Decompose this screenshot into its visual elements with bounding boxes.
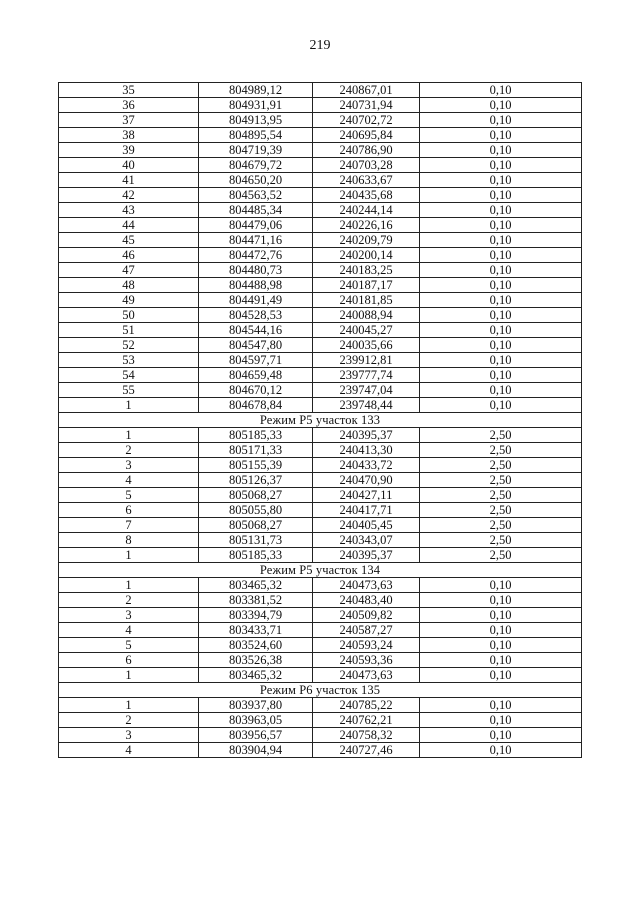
x-coordinate-cell: 804471,16 <box>199 233 313 248</box>
point-number-cell: 5 <box>59 488 199 503</box>
y-coordinate-cell: 240209,79 <box>313 233 420 248</box>
x-coordinate-cell: 803465,32 <box>199 668 313 683</box>
y-coordinate-cell: 240200,14 <box>313 248 420 263</box>
point-number-cell: 3 <box>59 458 199 473</box>
value-cell: 2,50 <box>420 488 582 503</box>
y-coordinate-cell: 240244,14 <box>313 203 420 218</box>
point-number-cell: 2 <box>59 713 199 728</box>
x-coordinate-cell: 805155,39 <box>199 458 313 473</box>
x-coordinate-cell: 804491,49 <box>199 293 313 308</box>
value-cell: 0,10 <box>420 293 582 308</box>
point-number-cell: 3 <box>59 728 199 743</box>
value-cell: 0,10 <box>420 713 582 728</box>
point-number-cell: 5 <box>59 638 199 653</box>
table-row <box>59 533 582 548</box>
value-cell: 0,10 <box>420 608 582 623</box>
x-coordinate-cell: 804719,39 <box>199 143 313 158</box>
table-row <box>59 323 582 338</box>
value-cell: 2,50 <box>420 458 582 473</box>
y-coordinate-cell: 240762,21 <box>313 713 420 728</box>
x-coordinate-cell: 804989,12 <box>199 83 313 98</box>
x-coordinate-cell: 805068,27 <box>199 518 313 533</box>
section-title: Режим Р5 участок 134 <box>59 563 582 578</box>
x-coordinate-cell: 804480,73 <box>199 263 313 278</box>
x-coordinate-cell: 803904,94 <box>199 743 313 758</box>
x-coordinate-cell: 805185,33 <box>199 428 313 443</box>
table-row <box>59 383 582 398</box>
y-coordinate-cell: 240867,01 <box>313 83 420 98</box>
y-coordinate-cell: 240785,22 <box>313 698 420 713</box>
point-number-cell: 50 <box>59 308 199 323</box>
x-coordinate-cell: 804547,80 <box>199 338 313 353</box>
table-row <box>59 173 582 188</box>
value-cell: 2,50 <box>420 548 582 563</box>
table-row <box>59 188 582 203</box>
point-number-cell: 42 <box>59 188 199 203</box>
y-coordinate-cell: 239747,04 <box>313 383 420 398</box>
table-row <box>59 728 582 743</box>
x-coordinate-cell: 803381,52 <box>199 593 313 608</box>
y-coordinate-cell: 240343,07 <box>313 533 420 548</box>
point-number-cell: 8 <box>59 533 199 548</box>
table-row <box>59 293 582 308</box>
value-cell: 2,50 <box>420 533 582 548</box>
value-cell: 0,10 <box>420 248 582 263</box>
table-row <box>59 458 582 473</box>
point-number-cell: 3 <box>59 608 199 623</box>
table-row <box>59 368 582 383</box>
table-row <box>59 578 582 593</box>
table-row <box>59 713 582 728</box>
value-cell: 0,10 <box>420 668 582 683</box>
y-coordinate-cell: 240593,24 <box>313 638 420 653</box>
y-coordinate-cell: 240045,27 <box>313 323 420 338</box>
value-cell: 2,50 <box>420 503 582 518</box>
table-row <box>59 218 582 233</box>
y-coordinate-cell: 240417,71 <box>313 503 420 518</box>
y-coordinate-cell: 240433,72 <box>313 458 420 473</box>
x-coordinate-cell: 805055,80 <box>199 503 313 518</box>
x-coordinate-cell: 804528,53 <box>199 308 313 323</box>
value-cell: 0,10 <box>420 623 582 638</box>
point-number-cell: 2 <box>59 443 199 458</box>
x-coordinate-cell: 803956,57 <box>199 728 313 743</box>
value-cell: 2,50 <box>420 473 582 488</box>
x-coordinate-cell: 804479,06 <box>199 218 313 233</box>
point-number-cell: 55 <box>59 383 199 398</box>
point-number-cell: 1 <box>59 428 199 443</box>
x-coordinate-cell: 804931,91 <box>199 98 313 113</box>
table-row <box>59 158 582 173</box>
value-cell: 0,10 <box>420 203 582 218</box>
y-coordinate-cell: 240395,37 <box>313 428 420 443</box>
value-cell: 0,10 <box>420 398 582 413</box>
value-cell: 2,50 <box>420 428 582 443</box>
table-row <box>59 203 582 218</box>
point-number-cell: 4 <box>59 623 199 638</box>
point-number-cell: 47 <box>59 263 199 278</box>
y-coordinate-cell: 240731,94 <box>313 98 420 113</box>
point-number-cell: 4 <box>59 473 199 488</box>
value-cell: 0,10 <box>420 368 582 383</box>
value-cell: 2,50 <box>420 518 582 533</box>
value-cell: 0,10 <box>420 698 582 713</box>
x-coordinate-cell: 804597,71 <box>199 353 313 368</box>
table-row <box>59 338 582 353</box>
x-coordinate-cell: 805126,37 <box>199 473 313 488</box>
value-cell: 0,10 <box>420 278 582 293</box>
y-coordinate-cell: 240702,72 <box>313 113 420 128</box>
value-cell: 0,10 <box>420 578 582 593</box>
value-cell: 0,10 <box>420 593 582 608</box>
table-row <box>59 83 582 98</box>
y-coordinate-cell: 240470,90 <box>313 473 420 488</box>
point-number-cell: 53 <box>59 353 199 368</box>
point-number-cell: 40 <box>59 158 199 173</box>
y-coordinate-cell: 240413,30 <box>313 443 420 458</box>
point-number-cell: 49 <box>59 293 199 308</box>
x-coordinate-cell: 803465,32 <box>199 578 313 593</box>
y-coordinate-cell: 240088,94 <box>313 308 420 323</box>
value-cell: 0,10 <box>420 98 582 113</box>
x-coordinate-cell: 803524,60 <box>199 638 313 653</box>
value-cell: 0,10 <box>420 158 582 173</box>
point-number-cell: 39 <box>59 143 199 158</box>
table-row <box>59 623 582 638</box>
table-row <box>59 143 582 158</box>
value-cell: 0,10 <box>420 233 582 248</box>
y-coordinate-cell: 240187,17 <box>313 278 420 293</box>
table-row <box>59 443 582 458</box>
value-cell: 0,10 <box>420 338 582 353</box>
y-coordinate-cell: 240226,16 <box>313 218 420 233</box>
table-row <box>59 488 582 503</box>
x-coordinate-cell: 804670,12 <box>199 383 313 398</box>
value-cell: 0,10 <box>420 743 582 758</box>
y-coordinate-cell: 240593,36 <box>313 653 420 668</box>
y-coordinate-cell: 240633,67 <box>313 173 420 188</box>
x-coordinate-cell: 804488,98 <box>199 278 313 293</box>
x-coordinate-cell: 803526,38 <box>199 653 313 668</box>
value-cell: 0,10 <box>420 113 582 128</box>
table-row <box>59 653 582 668</box>
y-coordinate-cell: 240035,66 <box>313 338 420 353</box>
table-row <box>59 518 582 533</box>
x-coordinate-cell: 804913,95 <box>199 113 313 128</box>
y-coordinate-cell: 240405,45 <box>313 518 420 533</box>
y-coordinate-cell: 240509,82 <box>313 608 420 623</box>
table-row <box>59 668 582 683</box>
coordinates-table-body <box>59 83 582 758</box>
x-coordinate-cell: 803963,05 <box>199 713 313 728</box>
value-cell: 0,10 <box>420 383 582 398</box>
x-coordinate-cell: 805171,33 <box>199 443 313 458</box>
section-header-row <box>59 563 582 578</box>
value-cell: 0,10 <box>420 218 582 233</box>
value-cell: 0,10 <box>420 323 582 338</box>
value-cell: 0,10 <box>420 308 582 323</box>
point-number-cell: 1 <box>59 398 199 413</box>
y-coordinate-cell: 240786,90 <box>313 143 420 158</box>
point-number-cell: 43 <box>59 203 199 218</box>
point-number-cell: 6 <box>59 503 199 518</box>
value-cell: 0,10 <box>420 83 582 98</box>
y-coordinate-cell: 239912,81 <box>313 353 420 368</box>
table-row <box>59 248 582 263</box>
point-number-cell: 46 <box>59 248 199 263</box>
table-row <box>59 353 582 368</box>
value-cell: 0,10 <box>420 653 582 668</box>
point-number-cell: 36 <box>59 98 199 113</box>
y-coordinate-cell: 240727,46 <box>313 743 420 758</box>
table-row <box>59 503 582 518</box>
point-number-cell: 48 <box>59 278 199 293</box>
value-cell: 0,10 <box>420 128 582 143</box>
y-coordinate-cell: 240183,25 <box>313 263 420 278</box>
x-coordinate-cell: 804544,16 <box>199 323 313 338</box>
x-coordinate-cell: 805131,73 <box>199 533 313 548</box>
table-row <box>59 308 582 323</box>
x-coordinate-cell: 804650,20 <box>199 173 313 188</box>
x-coordinate-cell: 805185,33 <box>199 548 313 563</box>
table-row <box>59 398 582 413</box>
x-coordinate-cell: 804678,84 <box>199 398 313 413</box>
table-row <box>59 548 582 563</box>
x-coordinate-cell: 804679,72 <box>199 158 313 173</box>
x-coordinate-cell: 803433,71 <box>199 623 313 638</box>
point-number-cell: 45 <box>59 233 199 248</box>
x-coordinate-cell: 805068,27 <box>199 488 313 503</box>
value-cell: 2,50 <box>420 443 582 458</box>
y-coordinate-cell: 240427,11 <box>313 488 420 503</box>
table-row <box>59 98 582 113</box>
table-row <box>59 233 582 248</box>
value-cell: 0,10 <box>420 173 582 188</box>
point-number-cell: 41 <box>59 173 199 188</box>
y-coordinate-cell: 240703,28 <box>313 158 420 173</box>
table-row <box>59 128 582 143</box>
table-row <box>59 263 582 278</box>
section-header-row <box>59 413 582 428</box>
y-coordinate-cell: 240473,63 <box>313 668 420 683</box>
y-coordinate-cell: 240483,40 <box>313 593 420 608</box>
value-cell: 0,10 <box>420 638 582 653</box>
value-cell: 0,10 <box>420 728 582 743</box>
point-number-cell: 1 <box>59 578 199 593</box>
point-number-cell: 37 <box>59 113 199 128</box>
table-row <box>59 608 582 623</box>
point-number-cell: 6 <box>59 653 199 668</box>
page-number: 219 <box>309 38 331 53</box>
point-number-cell: 52 <box>59 338 199 353</box>
x-coordinate-cell: 804485,34 <box>199 203 313 218</box>
x-coordinate-cell: 803937,80 <box>199 698 313 713</box>
y-coordinate-cell: 240695,84 <box>313 128 420 143</box>
point-number-cell: 2 <box>59 593 199 608</box>
table-row <box>59 638 582 653</box>
point-number-cell: 51 <box>59 323 199 338</box>
table-row <box>59 473 582 488</box>
section-title: Режим Р6 участок 135 <box>59 683 582 698</box>
point-number-cell: 38 <box>59 128 199 143</box>
y-coordinate-cell: 240395,37 <box>313 548 420 563</box>
x-coordinate-cell: 804472,76 <box>199 248 313 263</box>
point-number-cell: 54 <box>59 368 199 383</box>
point-number-cell: 4 <box>59 743 199 758</box>
value-cell: 0,10 <box>420 188 582 203</box>
y-coordinate-cell: 240587,27 <box>313 623 420 638</box>
y-coordinate-cell: 239748,44 <box>313 398 420 413</box>
table-row <box>59 428 582 443</box>
table-row <box>59 698 582 713</box>
point-number-cell: 35 <box>59 83 199 98</box>
section-title: Режим Р5 участок 133 <box>59 413 582 428</box>
table-row <box>59 593 582 608</box>
y-coordinate-cell: 240435,68 <box>313 188 420 203</box>
value-cell: 0,10 <box>420 143 582 158</box>
table-row <box>59 743 582 758</box>
y-coordinate-cell: 240181,85 <box>313 293 420 308</box>
table-row <box>59 278 582 293</box>
value-cell: 0,10 <box>420 353 582 368</box>
section-header-row <box>59 683 582 698</box>
x-coordinate-cell: 803394,79 <box>199 608 313 623</box>
x-coordinate-cell: 804563,52 <box>199 188 313 203</box>
coordinates-table <box>58 82 582 758</box>
x-coordinate-cell: 804895,54 <box>199 128 313 143</box>
x-coordinate-cell: 804659,48 <box>199 368 313 383</box>
point-number-cell: 1 <box>59 548 199 563</box>
point-number-cell: 1 <box>59 698 199 713</box>
y-coordinate-cell: 240473,63 <box>313 578 420 593</box>
point-number-cell: 7 <box>59 518 199 533</box>
y-coordinate-cell: 239777,74 <box>313 368 420 383</box>
point-number-cell: 1 <box>59 668 199 683</box>
point-number-cell: 44 <box>59 218 199 233</box>
table-row <box>59 113 582 128</box>
value-cell: 0,10 <box>420 263 582 278</box>
y-coordinate-cell: 240758,32 <box>313 728 420 743</box>
